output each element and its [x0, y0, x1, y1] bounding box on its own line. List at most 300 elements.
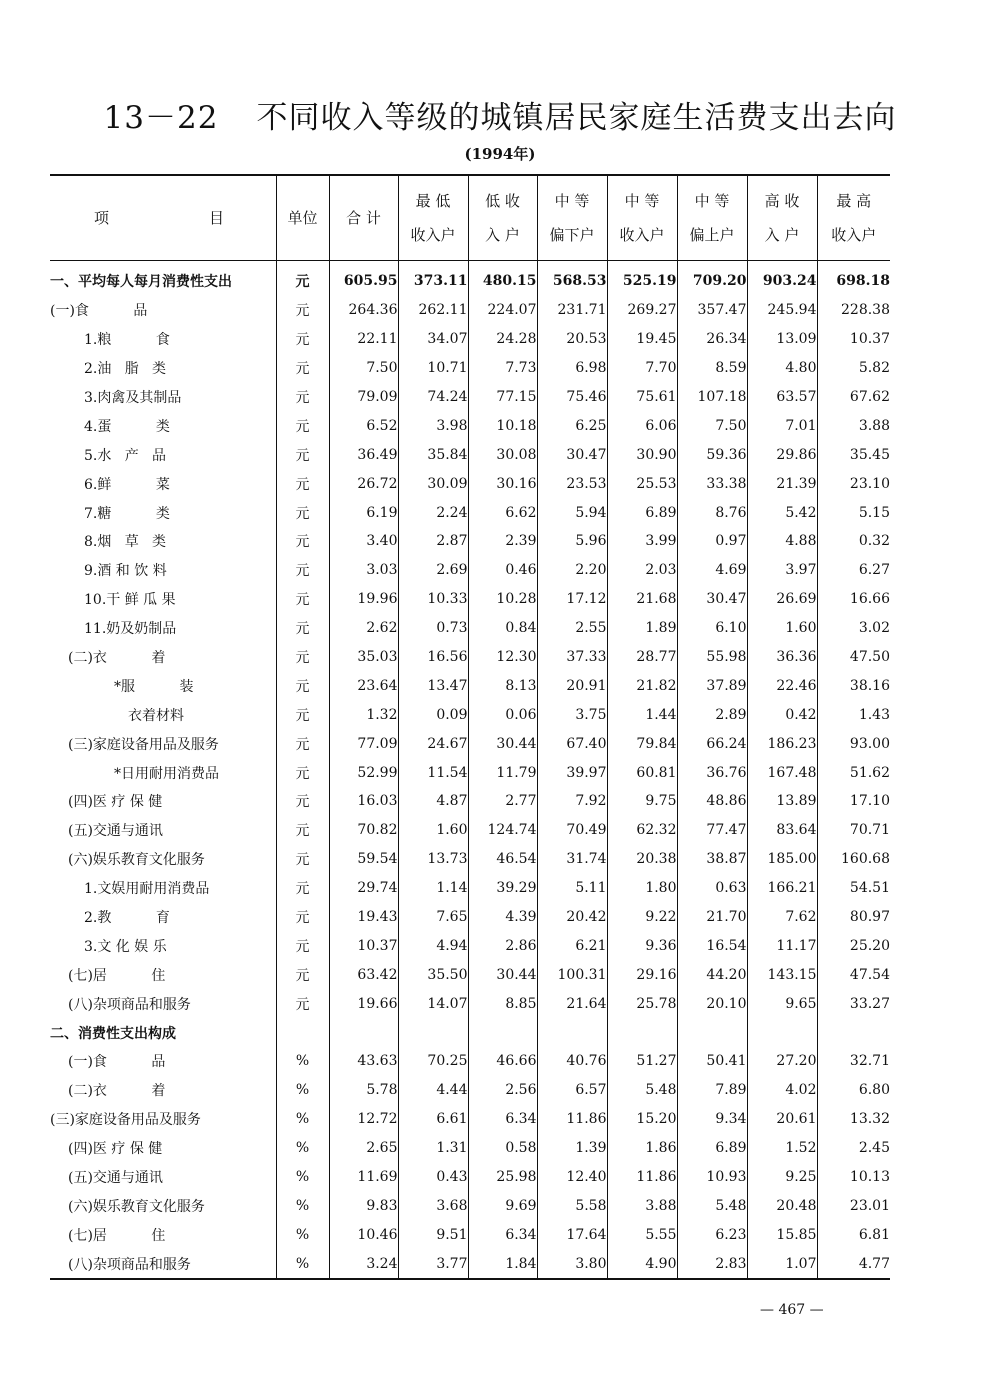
row-value: 1.80 [607, 874, 677, 903]
row-value: 2.24 [398, 498, 468, 527]
row-value: 3.88 [817, 411, 890, 440]
row-value [329, 1018, 398, 1047]
row-value: 5.42 [747, 498, 817, 527]
row-value: 10.93 [677, 1163, 747, 1192]
row-value: 33.27 [817, 989, 890, 1018]
row-unit: % [276, 1134, 329, 1163]
row-value: 35.03 [329, 643, 398, 672]
row-label: *服 装 [114, 678, 194, 695]
row-value: 12.72 [329, 1105, 398, 1134]
row-value: 77.15 [468, 383, 537, 412]
table-row [50, 845, 890, 874]
row-value: 44.20 [677, 960, 747, 989]
row-value: 26.34 [677, 325, 747, 354]
row-value: 0.06 [468, 700, 537, 729]
row-value: 245.94 [747, 296, 817, 325]
row-label: 6.鲜 菜 [84, 476, 170, 493]
row-value: 7.70 [607, 354, 677, 383]
row-value: 11.69 [329, 1163, 398, 1192]
row-value: 160.68 [817, 845, 890, 874]
row-value: 9.65 [747, 989, 817, 1018]
table-row [50, 931, 890, 960]
row-value: 2.55 [537, 614, 607, 643]
row-value: 28.77 [607, 643, 677, 672]
row-value: 5.58 [537, 1192, 607, 1221]
row-label: 11.奶及奶制品 [84, 621, 177, 638]
row-value: 3.68 [398, 1192, 468, 1221]
row-value: 24.28 [468, 325, 537, 354]
row-value: 63.57 [747, 383, 817, 412]
page-title [0, 92, 1000, 137]
row-value: 0.73 [398, 614, 468, 643]
row-label: 9.酒 和 饮 料 [84, 563, 167, 580]
row-value: 70.49 [537, 816, 607, 845]
row-value: 6.06 [607, 411, 677, 440]
row-label: (三)家庭设备用品及服务 [50, 1112, 201, 1129]
row-value: 70.82 [329, 816, 398, 845]
year-subtitle: (1994年) [464, 145, 536, 163]
row-value: 1.39 [537, 1134, 607, 1163]
row-value: 6.81 [817, 1220, 890, 1249]
table-row [50, 1192, 890, 1221]
row-value: 3.88 [607, 1192, 677, 1221]
row-unit: % [276, 1105, 329, 1134]
row-value: 7.73 [468, 354, 537, 383]
row-value: 2.62 [329, 614, 398, 643]
row-unit: % [276, 1047, 329, 1076]
row-value: 124.74 [468, 816, 537, 845]
row-value: 30.47 [677, 585, 747, 614]
row-value: 480.15 [468, 261, 537, 296]
row-label: 4.蛋 类 [84, 418, 170, 435]
row-value: 19.45 [607, 325, 677, 354]
row-value: 1.89 [607, 614, 677, 643]
table-row [50, 296, 890, 325]
row-value: 77.47 [677, 816, 747, 845]
row-value: 5.48 [607, 1076, 677, 1105]
row-unit: 元 [276, 614, 329, 643]
row-value: 26.72 [329, 469, 398, 498]
table-row [50, 1163, 890, 1192]
row-unit: 元 [276, 354, 329, 383]
row-unit: 元 [276, 671, 329, 700]
row-value: 228.38 [817, 296, 890, 325]
row-value: 39.97 [537, 758, 607, 787]
row-value: 10.28 [468, 585, 537, 614]
row-value: 2.69 [398, 556, 468, 585]
row-value: 70.71 [817, 816, 890, 845]
row-value: 3.40 [329, 527, 398, 556]
table-row [50, 643, 890, 672]
row-value: 62.32 [607, 816, 677, 845]
row-value: 166.21 [747, 874, 817, 903]
row-value: 14.07 [398, 989, 468, 1018]
row-value: 9.69 [468, 1192, 537, 1221]
row-value: 2.83 [677, 1249, 747, 1279]
row-unit: 元 [276, 440, 329, 469]
row-value: 75.46 [537, 383, 607, 412]
row-label: (六)娱乐教育文化服务 [68, 852, 205, 869]
row-value: 6.57 [537, 1076, 607, 1105]
row-value: 0.43 [398, 1163, 468, 1192]
row-value: 186.23 [747, 729, 817, 758]
row-value: 25.53 [607, 469, 677, 498]
row-value: 6.89 [677, 1134, 747, 1163]
row-unit: % [276, 1163, 329, 1192]
row-value: 21.64 [537, 989, 607, 1018]
row-value: 23.64 [329, 671, 398, 700]
row-value: 16.66 [817, 585, 890, 614]
row-value: 30.16 [468, 469, 537, 498]
row-value: 3.77 [398, 1249, 468, 1279]
row-value: 11.79 [468, 758, 537, 787]
row-value: 47.50 [817, 643, 890, 672]
page-number: — 467 — [760, 1302, 824, 1318]
row-value: 10.71 [398, 354, 468, 383]
header-item: 项 目 [50, 175, 276, 261]
row-value: 3.75 [537, 700, 607, 729]
row-value: 20.38 [607, 845, 677, 874]
row-label: (五)交通与通讯 [68, 1170, 163, 1187]
row-value: 30.44 [468, 729, 537, 758]
table-row [50, 354, 890, 383]
row-value: 2.87 [398, 527, 468, 556]
row-value: 605.95 [329, 261, 398, 296]
row-value: 80.97 [817, 903, 890, 932]
row-value: 23.01 [817, 1192, 890, 1221]
row-value: 6.98 [537, 354, 607, 383]
row-value: 5.94 [537, 498, 607, 527]
row-value: 6.34 [468, 1105, 537, 1134]
row-value: 2.65 [329, 1134, 398, 1163]
row-value: 5.96 [537, 527, 607, 556]
row-value: 0.46 [468, 556, 537, 585]
row-value: 16.56 [398, 643, 468, 672]
row-label: (八)杂项商品和服务 [68, 996, 191, 1013]
row-value: 4.94 [398, 931, 468, 960]
table-row [50, 498, 890, 527]
row-value: 63.42 [329, 960, 398, 989]
row-value: 74.24 [398, 383, 468, 412]
row-value: 0.42 [747, 700, 817, 729]
table-row [50, 874, 890, 903]
row-value: 32.71 [817, 1047, 890, 1076]
row-value: 5.11 [537, 874, 607, 903]
row-value: 35.45 [817, 440, 890, 469]
row-value: 0.58 [468, 1134, 537, 1163]
row-value: 5.15 [817, 498, 890, 527]
table-row [50, 960, 890, 989]
row-unit: 元 [276, 903, 329, 932]
row-value: 1.60 [398, 816, 468, 845]
table-row [50, 469, 890, 498]
row-value: 4.69 [677, 556, 747, 585]
row-value: 35.50 [398, 960, 468, 989]
row-value: 21.70 [677, 903, 747, 932]
row-value: 20.48 [747, 1192, 817, 1221]
header-unit: 单位 [276, 175, 329, 261]
row-value: 59.54 [329, 845, 398, 874]
row-value: 143.15 [747, 960, 817, 989]
row-value: 50.41 [677, 1047, 747, 1076]
row-value: 4.88 [747, 527, 817, 556]
row-value: 2.03 [607, 556, 677, 585]
row-value: 79.09 [329, 383, 398, 412]
row-value: 6.34 [468, 1220, 537, 1249]
row-unit: 元 [276, 874, 329, 903]
row-value: 30.09 [398, 469, 468, 498]
row-value: 13.89 [747, 787, 817, 816]
row-value: 77.09 [329, 729, 398, 758]
row-unit: 元 [276, 989, 329, 1018]
row-value: 37.89 [677, 671, 747, 700]
row-value: 5.78 [329, 1076, 398, 1105]
row-value: 0.32 [817, 527, 890, 556]
table-row [50, 903, 890, 932]
row-value: 66.24 [677, 729, 747, 758]
row-value: 26.69 [747, 585, 817, 614]
row-value: 357.47 [677, 296, 747, 325]
row-value: 17.12 [537, 585, 607, 614]
header-total: 合 计 [329, 175, 398, 261]
row-unit [276, 1018, 329, 1047]
table-row [50, 816, 890, 845]
row-unit: 元 [276, 411, 329, 440]
row-label: 2.教 育 [84, 910, 170, 927]
row-label: (五)交通与通讯 [68, 823, 163, 840]
row-value: 46.54 [468, 845, 537, 874]
table-row [50, 556, 890, 585]
row-value: 59.36 [677, 440, 747, 469]
row-value: 9.36 [607, 931, 677, 960]
table-row [50, 700, 890, 729]
row-value: 3.03 [329, 556, 398, 585]
row-value: 3.99 [607, 527, 677, 556]
row-value: 15.85 [747, 1220, 817, 1249]
row-value: 79.84 [607, 729, 677, 758]
table-row [50, 1249, 890, 1279]
table-row [50, 411, 890, 440]
row-value: 37.33 [537, 643, 607, 672]
table-row [50, 729, 890, 758]
row-label: 一、平均每人每月消费性支出 [50, 274, 232, 291]
row-value: 167.48 [747, 758, 817, 787]
header-row [50, 175, 890, 261]
row-label: (四)医 疗 保 健 [68, 1141, 163, 1158]
row-value: 7.65 [398, 903, 468, 932]
row-label: 3.文 化 娱 乐 [84, 938, 167, 955]
row-unit: 元 [276, 729, 329, 758]
table-row [50, 614, 890, 643]
row-label: (七)居 住 [68, 1227, 166, 1244]
row-value: 52.99 [329, 758, 398, 787]
row-label: 二、消费性支出构成 [50, 1025, 176, 1042]
row-value: 7.89 [677, 1076, 747, 1105]
row-value: 525.19 [607, 261, 677, 296]
table-row [50, 1105, 890, 1134]
row-value: 0.09 [398, 700, 468, 729]
row-value: 3.80 [537, 1249, 607, 1279]
row-value: 10.46 [329, 1220, 398, 1249]
row-value: 8.59 [677, 354, 747, 383]
row-value [398, 1018, 468, 1047]
table-row [50, 1076, 890, 1105]
row-value: 25.20 [817, 931, 890, 960]
row-unit: % [276, 1076, 329, 1105]
row-label: *日用耐用消费品 [114, 765, 219, 782]
row-value [537, 1018, 607, 1047]
row-value: 30.44 [468, 960, 537, 989]
row-unit: 元 [276, 296, 329, 325]
row-value: 11.54 [398, 758, 468, 787]
row-value: 1.44 [607, 700, 677, 729]
row-value: 7.62 [747, 903, 817, 932]
row-value: 8.76 [677, 498, 747, 527]
row-value: 5.48 [677, 1192, 747, 1221]
row-value: 17.10 [817, 787, 890, 816]
row-value: 29.74 [329, 874, 398, 903]
row-value: 373.11 [398, 261, 468, 296]
row-value: 2.56 [468, 1076, 537, 1105]
row-value: 21.68 [607, 585, 677, 614]
row-value: 9.75 [607, 787, 677, 816]
row-value: 1.07 [747, 1249, 817, 1279]
header-high: 高 收 入 户 [747, 175, 817, 261]
row-value: 1.84 [468, 1249, 537, 1279]
row-value: 0.84 [468, 614, 537, 643]
table-title: 不同收入等级的城镇居民家庭生活费支出去向 [256, 100, 897, 136]
table-row [50, 758, 890, 787]
row-label: (一)食 品 [68, 1054, 166, 1071]
row-label: 5.水 产 品 [84, 447, 167, 464]
row-value: 100.31 [537, 960, 607, 989]
expenditure-table [50, 174, 890, 1280]
row-value: 25.78 [607, 989, 677, 1018]
header-lower-middle: 中 等 偏下户 [537, 175, 607, 261]
header-upper-middle: 中 等 偏上户 [677, 175, 747, 261]
row-value: 13.09 [747, 325, 817, 354]
row-value: 35.84 [398, 440, 468, 469]
row-value: 1.32 [329, 700, 398, 729]
row-value: 8.13 [468, 671, 537, 700]
header-low: 低 收 入 户 [468, 175, 537, 261]
row-value: 47.54 [817, 960, 890, 989]
row-value: 30.90 [607, 440, 677, 469]
row-value: 0.97 [677, 527, 747, 556]
row-value: 13.32 [817, 1105, 890, 1134]
row-value: 9.22 [607, 903, 677, 932]
row-value: 11.17 [747, 931, 817, 960]
row-value: 1.52 [747, 1134, 817, 1163]
row-value: 29.86 [747, 440, 817, 469]
row-value: 1.86 [607, 1134, 677, 1163]
row-value: 7.01 [747, 411, 817, 440]
row-label: (一)食 品 [50, 303, 148, 320]
row-value: 1.14 [398, 874, 468, 903]
row-value: 13.47 [398, 671, 468, 700]
row-value: 11.86 [537, 1105, 607, 1134]
row-value: 7.50 [329, 354, 398, 383]
row-value: 6.19 [329, 498, 398, 527]
row-value: 27.20 [747, 1047, 817, 1076]
row-value: 224.07 [468, 296, 537, 325]
row-value: 43.63 [329, 1047, 398, 1076]
row-label: 8.烟 草 类 [84, 534, 167, 551]
row-value: 36.49 [329, 440, 398, 469]
row-value: 30.08 [468, 440, 537, 469]
row-value: 10.37 [817, 325, 890, 354]
table-row [50, 1047, 890, 1076]
row-value: 12.30 [468, 643, 537, 672]
row-value: 51.27 [607, 1047, 677, 1076]
row-value: 22.11 [329, 325, 398, 354]
row-label: 3.肉禽及其制品 [84, 390, 182, 406]
row-value: 12.40 [537, 1163, 607, 1192]
row-value: 4.39 [468, 903, 537, 932]
row-value: 2.39 [468, 527, 537, 556]
row-value: 903.24 [747, 261, 817, 296]
row-value: 30.47 [537, 440, 607, 469]
row-value: 6.89 [607, 498, 677, 527]
table-row [50, 1220, 890, 1249]
row-label: (四)医 疗 保 健 [68, 794, 163, 811]
table-row [50, 383, 890, 412]
header-lowest: 最 低 收入户 [398, 175, 468, 261]
row-label: (八)杂项商品和服务 [68, 1256, 191, 1273]
row-value: 55.98 [677, 643, 747, 672]
row-value: 5.55 [607, 1220, 677, 1249]
row-value: 4.87 [398, 787, 468, 816]
header-highest: 最 高 收入户 [817, 175, 890, 261]
row-value: 38.87 [677, 845, 747, 874]
row-value: 6.25 [537, 411, 607, 440]
row-unit: % [276, 1192, 329, 1221]
row-value: 1.60 [747, 614, 817, 643]
row-value: 4.80 [747, 354, 817, 383]
row-value: 0.63 [677, 874, 747, 903]
row-value [747, 1018, 817, 1047]
row-value: 13.73 [398, 845, 468, 874]
table-row [50, 527, 890, 556]
row-value: 20.61 [747, 1105, 817, 1134]
row-value: 19.96 [329, 585, 398, 614]
row-unit: % [276, 1249, 329, 1279]
table-row [50, 1134, 890, 1163]
row-unit: 元 [276, 383, 329, 412]
row-unit: 元 [276, 816, 329, 845]
row-value: 107.18 [677, 383, 747, 412]
table-row [50, 585, 890, 614]
row-value: 39.29 [468, 874, 537, 903]
row-unit: 元 [276, 700, 329, 729]
row-value: 4.44 [398, 1076, 468, 1105]
row-value: 23.53 [537, 469, 607, 498]
row-value: 1.43 [817, 700, 890, 729]
row-unit: 元 [276, 469, 329, 498]
row-label: (七)居 住 [68, 967, 166, 984]
row-label: 1.文娱用耐用消费品 [84, 881, 210, 898]
row-label: 1.粮 食 [84, 332, 170, 349]
row-value: 231.71 [537, 296, 607, 325]
row-unit: 元 [276, 261, 329, 296]
row-value: 9.83 [329, 1192, 398, 1221]
row-value: 6.23 [677, 1220, 747, 1249]
row-value: 70.25 [398, 1047, 468, 1076]
table-row [50, 261, 890, 296]
row-unit: 元 [276, 845, 329, 874]
row-value: 23.10 [817, 469, 890, 498]
row-value: 10.33 [398, 585, 468, 614]
